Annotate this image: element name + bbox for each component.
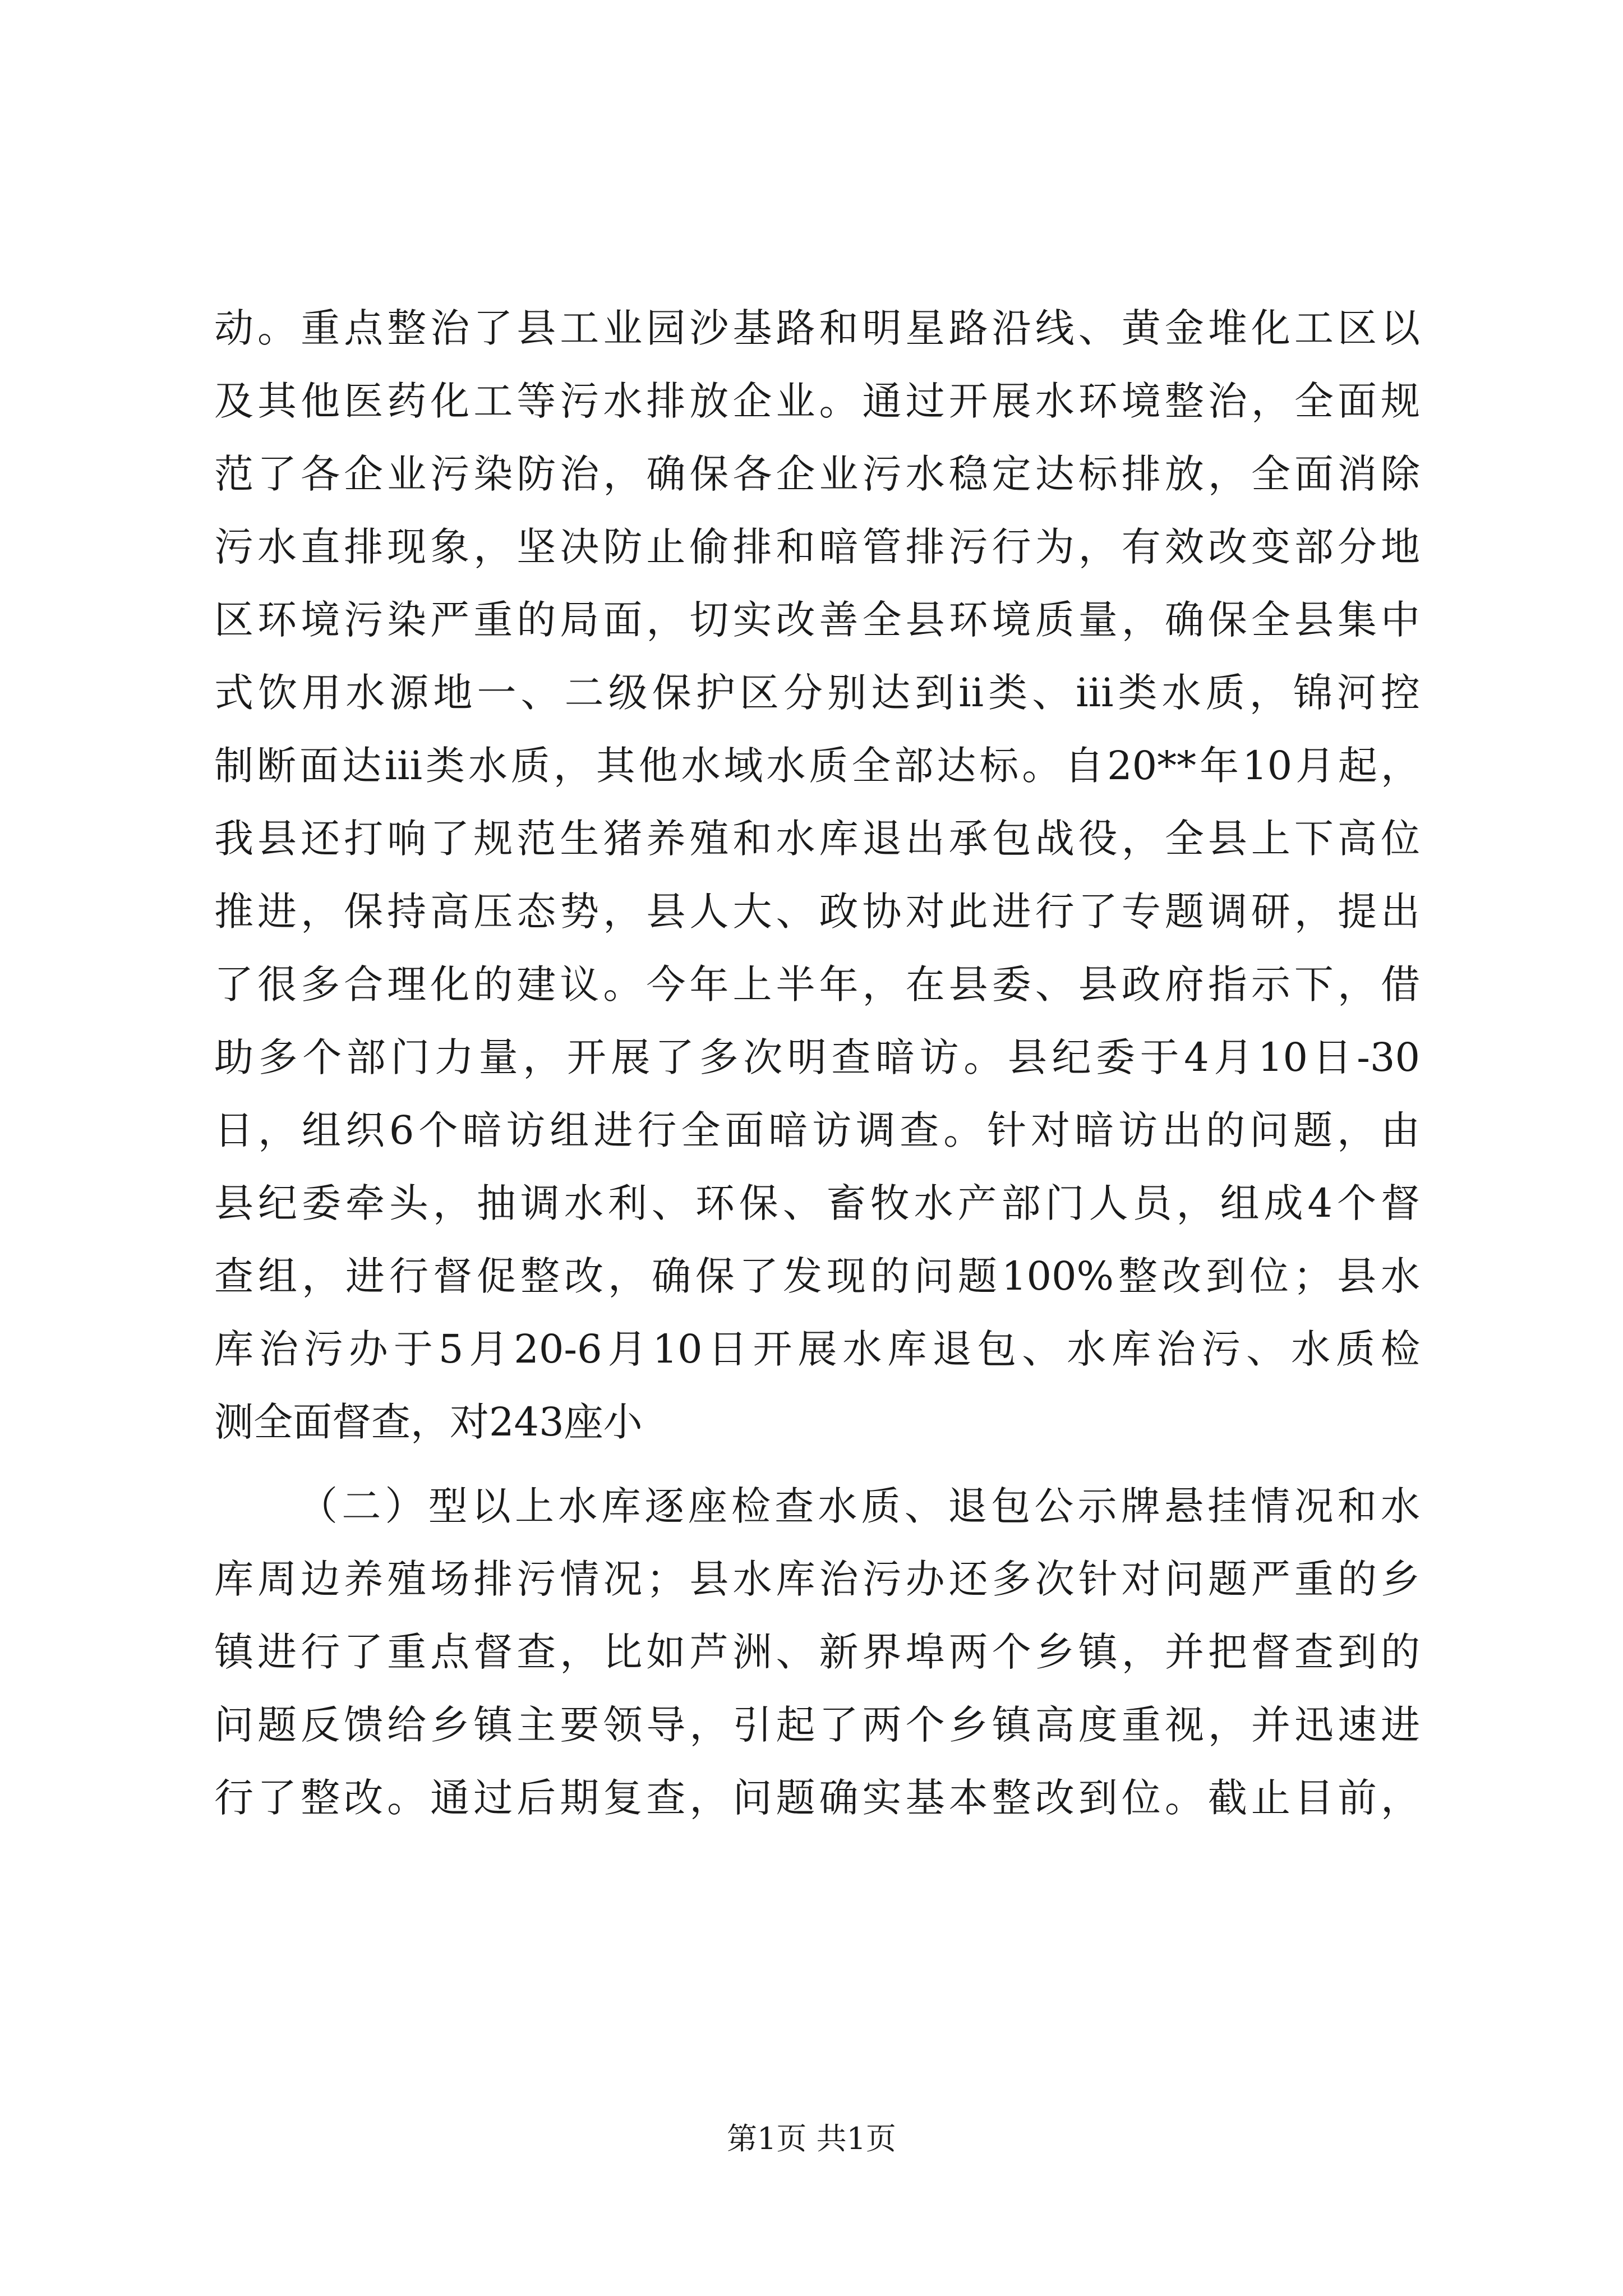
text-line: 县纪委牵头，抽调水利、环保、畜牧水产部门人员，组成4个督 xyxy=(214,1180,1420,1226)
text-line: （二）型以上水库逐座检查水质、退包公示牌悬挂情况和水 xyxy=(298,1483,1420,1529)
text-line: 区环境污染严重的局面，切实改善全县环境质量，确保全县集中 xyxy=(214,597,1420,643)
text-line: 式饮用水源地一、二级保护区分别达到ii类、iii类水质，锦河控 xyxy=(214,670,1420,716)
text-line: 助多个部门力量，开展了多次明查暗访。县纪委于4月10日-30 xyxy=(214,1034,1420,1080)
text-line: 测全面督查，对243座小 xyxy=(214,1399,643,1445)
text-line: 查组，进行督促整改，确保了发现的问题100%整改到位；县水 xyxy=(214,1253,1420,1299)
text-line: 范了各企业污染防治，确保各企业污水稳定达标排放，全面消除 xyxy=(214,451,1420,497)
text-line: 制断面达iii类水质，其他水域水质全部达标。自20**年10月起， xyxy=(214,743,1420,789)
text-line: 问题反馈给乡镇主要领导，引起了两个乡镇高度重视，并迅速进 xyxy=(214,1702,1420,1748)
text-line: 行了整改。通过后期复查，问题确实基本整改到位。截止目前， xyxy=(214,1775,1420,1821)
text-line: 镇进行了重点督查，比如芦洲、新界埠两个乡镇，并把督查到的 xyxy=(214,1629,1420,1675)
paragraph-1 xyxy=(214,292,1420,1458)
page-number: 第1页 共1页 xyxy=(727,2121,896,2156)
text-line: 了很多合理化的建议。今年上半年，在县委、县政府指示下，借 xyxy=(214,961,1420,1007)
text-line: 我县还打响了规范生猪养殖和水库退出承包战役，全县上下高位 xyxy=(214,816,1420,862)
text-line: 及其他医药化工等污水排放企业。通过开展水环境整治，全面规 xyxy=(214,378,1420,424)
text-line: 动。重点整治了县工业园沙基路和明星路沿线、黄金堆化工区以 xyxy=(214,305,1420,351)
paragraph-2 xyxy=(214,1470,1420,1834)
page-footer xyxy=(0,2115,1623,2158)
text-line: 日，组织6个暗访组进行全面暗访调查。针对暗访出的问题，由 xyxy=(214,1107,1420,1153)
text-line: 库治污办于5月20-6月10日开展水库退包、水库治污、水质检 xyxy=(214,1326,1420,1372)
document-body xyxy=(214,292,1420,1834)
paragraph-gap xyxy=(214,1458,1420,1470)
text-line: 库周边养殖场排污情况；县水库治污办还多次针对问题严重的乡 xyxy=(214,1556,1420,1602)
text-line: 污水直排现象，坚决防止偷排和暗管排污行为，有效改变部分地 xyxy=(214,524,1420,570)
text-line: 推进，保持高压态势，县人大、政协对此进行了专题调研，提出 xyxy=(214,889,1420,935)
